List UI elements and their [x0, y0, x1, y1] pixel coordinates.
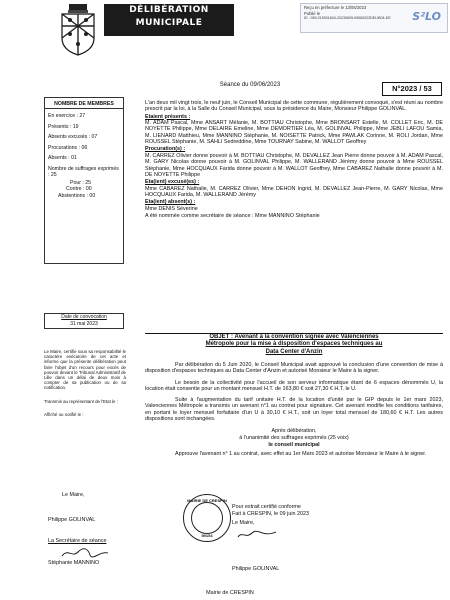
attendance-section: [145, 100, 443, 219]
maire-name: Philippe GOLINVAL: [48, 517, 96, 523]
objet-line-1: OBJET : Avenant à la convention signée avec Valenciennes: [209, 334, 379, 340]
convocation-date: 31 mai 2023: [70, 321, 98, 327]
members-line: Présents : 19: [48, 123, 79, 130]
footer-address: Mairie de CRESPIN: [206, 590, 254, 596]
objet-line-2: Métropole pour la mise à disposition d'espaces techniques au: [205, 341, 383, 348]
seal-top-text: MAIRIE DE CRESPIN: [187, 498, 227, 503]
body-council: le conseil municipal: [268, 441, 320, 448]
members-count-box: [44, 97, 124, 264]
body-paragraph: Suite à l'augmentation du tarif unitaire H.T. de la location d'unité par le GIP depuis le 1er mars 2023, Valenciennes Métropole a transmis un avenant n°1 au contrat pour signature. Cet avenant modifie les conditions tarifaires, en portant le loyer mensuel forfaitaire d'un U à 30,10 € H.T., soit un loyer total mensuel de 180,60 € H.T. Les autres dispositions sont inchangées.: [145, 397, 443, 423]
seance-date: Séance du 09/06/2023: [219, 82, 281, 88]
body-decision: Approuve l'avenant n° 1 au contrat, avec effet au 1er Mars 2023 et autorise Monsieur le Maire à le signer.: [175, 451, 427, 458]
affichage-note: Affiché ou notifié le :: [44, 411, 84, 417]
secretary-name: Stéphanie MANNINO: [48, 560, 100, 566]
closing-certified: Pour extrait certifié conforme: [232, 504, 301, 510]
deliberation-number: N°2023 / 53: [382, 82, 442, 96]
seal-bottom-text: 59154: [201, 533, 213, 538]
closing-maire-name: Philippe GOLINVAL: [232, 566, 280, 572]
deliberation-body: [145, 362, 443, 457]
excuses-list: Mme CABAREZ Nathalie, M. CARREZ Olivier, Mme DEHON Ingrid, M. DEVALLEZ Jean-Pierre, M. GARY Nicolas, Mme HOCQUAUX Farida, M. WALLERAND Jérémy: [145, 185, 443, 199]
members-line: Pour : 25: [70, 179, 92, 186]
intro-paragraph: L'an deux mil vingt trois, le neuf juin, le Conseil Municipal de cette commune, régulièrement convoqué, s'est réuni au nombre prescrit par la loi, à la Salle du Conseil Municipal, sous la présidence du Maire, Monsieur Philippe GOLINVAL.: [145, 100, 443, 113]
legal-notes: [44, 349, 126, 417]
coat-of-arms-logo: [60, 4, 96, 56]
transmission-note: Transmis au représentant de l'Etat le :: [44, 398, 118, 404]
excuses-heading: Eta(ient) excusé(es) :: [145, 179, 200, 186]
members-line: Absents : 01: [48, 155, 77, 161]
body-deliberation: Après délibération,: [271, 428, 317, 435]
body-paragraph: Le besoin de la collectivité pour l'accueil de son serveur informatique étant de 6 espaces dénommés U, la location était consentie pour un montant mensuel H.T. de 163,80 € soit 27,30 € H.T. le U.: [145, 379, 443, 392]
legal-note: Le Maire, certifie sous sa responsabilité le caractère exécutoire de cet acte et informe que la présente délibération peut faire l'objet d'un recours pour excès de pouvoir devant le Tribunal Administratif de Lille dans un délai de deux mois à compter de sa publication ou de sa notification.: [44, 349, 126, 391]
body-paragraph: Par délibération du 5 Juin 2020, le Conseil Municipal avait approuvé la conclusion d'une convention de mise à disposition d'espaces techniques au Data Center d'Anzin et autorisé Monsieur le Maire à la signer.: [145, 362, 443, 375]
members-line: Procurations : 06: [48, 144, 88, 151]
s2low-logo: S²LO: [412, 10, 441, 23]
objet-line-3: Data Center d'Anzin: [265, 348, 323, 355]
secretary-label: La Secrétaire de séance: [48, 538, 107, 544]
objet-block: [145, 334, 443, 356]
maire-label: Le Maire,: [62, 492, 85, 498]
members-title: NOMBRE DE MEMBRES: [45, 100, 123, 109]
members-line: Abstentions : 00: [58, 192, 96, 199]
town-hall-seal: [183, 494, 231, 542]
banner-line-2: MUNICIPALE: [135, 18, 203, 28]
receipt-line-1: Reçu en préfecture le 13/06/2023: [304, 5, 367, 10]
absents-list: Mme DENIS Séverine: [145, 205, 198, 212]
members-line: Absents excusés : 07: [48, 134, 98, 140]
convocation-date-box: [44, 313, 124, 329]
mayor-signature: [236, 528, 278, 540]
secretary-signature: [60, 546, 110, 558]
absents-heading: Eta(ient) absent(s) :: [145, 199, 196, 206]
receipt-line-3: ID : 059-215901604-20230609-09062023DELIB04-DE: [304, 16, 391, 21]
members-line: En exercice : 27: [48, 113, 86, 119]
closing-place-date: Fait à CRESPIN, le 09 juin 2023: [232, 511, 310, 517]
body-unanimity: à l'unanimité des suffrages exprimés (25 voix): [239, 434, 349, 441]
presents-heading: Etaient présents :: [145, 113, 191, 120]
receipt-line-2: Publié le: [304, 10, 321, 16]
members-line: Nombre de suffrages exprimés : 25: [48, 165, 119, 178]
secretary-line: A été nommée comme secrétaire de séance : Mme MANNINO Stéphanie: [145, 212, 320, 219]
members-line: Contre : 00: [66, 186, 92, 192]
procurations-heading: Procuration(s) :: [145, 146, 186, 153]
procurations-list: M. CARREZ Olivier donne pouvoir à M. BOTTIAU Christophe, M. DEVALLEZ Jean Pierre donne pouvoir à M. ADAM Pascal, M. GARY Nicolas donne pouvoir à M. GOLINVAL Philippe, M. WALLERAND Jérémy donne pouvoir à Mme ROUSSEL Stéphanie, Mme HOCQUAUX Farida donne pouvoir à M. WALLOT Geoffrey, Mme CABAREZ Nathalie donne pouvoir à M. DE NOYETTE Philippe: [145, 152, 443, 178]
banner-line-1: DÉLIBÉRATION: [129, 5, 209, 15]
presents-list: M. ADAM Pascal, Mme ANSART Mélanie, M. BOTTIAU Christophe, Mme BRONSART Estelle, M. COLLET Eric, M. DE NOYETTE Philippe, Mme DELAIRE Emeline, Mme DEMORTIER Léa, M. GOLINVAL Philippe, Mme JEBLI LAFOU Samia, M. LIENARD Matthieu, Mme MANNINO Stéphanie, M. NOISETTE Patrick, Mme PAWLAK Corinne, M. ROLI Jordan, Mme ROUSSEL Stéphanie, M. SAHLI Sedreddine, Mme TOURNAY Sabine, M. WALLOT Geoffrey: [145, 120, 443, 146]
prefecture-receipt-stamp: [300, 3, 448, 33]
title-banner: [104, 4, 234, 36]
convocation-label: Date de convocation: [61, 314, 107, 320]
closing-maire-label: Le Maire,: [232, 520, 255, 526]
